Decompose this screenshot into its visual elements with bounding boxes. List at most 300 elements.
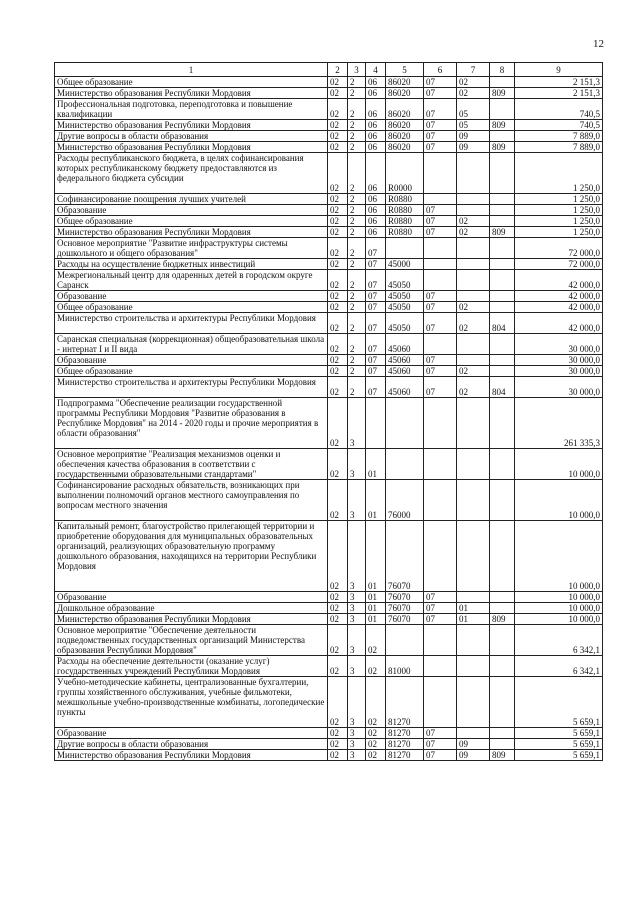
cell-program: 02: [328, 142, 348, 153]
cell-ministry: [490, 398, 515, 449]
cell-subsection: 02: [457, 216, 490, 227]
cell-section: 07: [424, 750, 457, 761]
cell-section: [424, 334, 457, 355]
cell-program: 02: [328, 291, 348, 302]
cell-ministry: [490, 131, 515, 142]
table-row: [55, 120, 603, 131]
cell-subsection: 02: [457, 227, 490, 238]
cell-subprogram: 3: [348, 592, 366, 603]
cell-subsection: [457, 521, 490, 592]
cell-name: Образование: [55, 205, 328, 216]
table-row: [55, 366, 603, 377]
cell-subsection: 09: [457, 750, 490, 761]
cell-name: Саранская специальная (коррекционная) общеобразовательная школа - интернат I и II вида: [55, 334, 328, 355]
cell-section: 07: [424, 99, 457, 120]
cell-amount: 42 000,0: [515, 313, 603, 334]
cell-subprogram: 2: [348, 142, 366, 153]
table-row: [55, 603, 603, 614]
cell-name: Министерство образования Республики Мордовия: [55, 120, 328, 131]
cell-subprogram: 2: [348, 334, 366, 355]
cell-program: 02: [328, 313, 348, 334]
cell-section: 07: [424, 603, 457, 614]
cell-ministry: 804: [490, 377, 515, 398]
cell-ministry: [490, 194, 515, 205]
cell-name: Образование: [55, 728, 328, 739]
cell-name: Расходы республиканского бюджета, в целях софинансирования которых республиканскому бюджету предоставляются из федерального бюджета субсидии: [55, 153, 328, 194]
cell-subsection: [457, 677, 490, 728]
cell-subsection: 02: [457, 88, 490, 99]
cell-section: 07: [424, 355, 457, 366]
table-row: [55, 625, 603, 656]
cell-program: 02: [328, 302, 348, 313]
table-row: [55, 259, 603, 270]
cell-amount: 1 250,0: [515, 194, 603, 205]
cell-direction: R0000: [386, 153, 424, 194]
table-row: [55, 377, 603, 398]
cell-ministry: 804: [490, 313, 515, 334]
cell-section: 07: [424, 592, 457, 603]
table-row: [55, 355, 603, 366]
cell-direction: 45050: [386, 291, 424, 302]
header-cell-amount: 9: [515, 63, 603, 77]
cell-direction: R0880: [386, 216, 424, 227]
cell-name: Софинансирование поощрения лучших учителей: [55, 194, 328, 205]
cell-name: Основное мероприятие "Обеспечение деятельности подведомственных государственных организаций Министерства образования Республики Мордовия": [55, 625, 328, 656]
cell-name: Министерство строительства и архитектуры Республики Мордовия: [55, 377, 328, 398]
cell-program: 02: [328, 728, 348, 739]
cell-event: 06: [366, 77, 386, 88]
cell-section: [424, 153, 457, 194]
cell-subsection: 02: [457, 302, 490, 313]
header-cell-direction: 5: [386, 63, 424, 77]
table-row: [55, 728, 603, 739]
cell-amount: 10 000,0: [515, 449, 603, 480]
table-row: [55, 205, 603, 216]
cell-ministry: [490, 480, 515, 521]
page-number: 12: [593, 38, 604, 50]
cell-subprogram: 3: [348, 677, 366, 728]
cell-name: Софинансирование расходных обязательств, возникающих при выполнении полномочий органов местного самоуправления по вопросам местного значения: [55, 480, 328, 521]
table-row: [55, 216, 603, 227]
header-cell-ministry: 8: [490, 63, 515, 77]
cell-ministry: [490, 302, 515, 313]
cell-name: Министерство образования Республики Мордовия: [55, 614, 328, 625]
cell-name: Образование: [55, 592, 328, 603]
cell-section: 07: [424, 366, 457, 377]
header-cell-subsection: 7: [457, 63, 490, 77]
cell-name: Образование: [55, 355, 328, 366]
cell-name: Министерство образования Республики Мордовия: [55, 88, 328, 99]
cell-subprogram: 2: [348, 313, 366, 334]
cell-amount: 30 000,0: [515, 355, 603, 366]
table-row: [55, 313, 603, 334]
cell-name: Общее образование: [55, 302, 328, 313]
cell-subsection: 09: [457, 142, 490, 153]
table-row: [55, 750, 603, 761]
cell-program: 02: [328, 603, 348, 614]
cell-name: Профессиональная подготовка, переподготовка и повышение квалификации: [55, 99, 328, 120]
cell-subprogram: 2: [348, 99, 366, 120]
cell-event: 02: [366, 739, 386, 750]
cell-name: Общее образование: [55, 216, 328, 227]
cell-ministry: [490, 728, 515, 739]
cell-name: Другие вопросы в области образования: [55, 739, 328, 750]
cell-subprogram: 3: [348, 480, 366, 521]
cell-direction: 45060: [386, 377, 424, 398]
cell-event: 01: [366, 603, 386, 614]
cell-name: Подпрограмма "Обеспечение реализации государственной программы Республики Мордовия "Развитие образования в Республике Мордовия" на 2014 - 2020 годы и прочие мероприятия в области образования": [55, 398, 328, 449]
cell-event: 02: [366, 750, 386, 761]
cell-ministry: [490, 656, 515, 677]
table-row: [55, 194, 603, 205]
cell-subsection: [457, 270, 490, 291]
cell-subprogram: 2: [348, 291, 366, 302]
cell-section: [424, 398, 457, 449]
cell-subsection: [457, 153, 490, 194]
cell-program: 02: [328, 377, 348, 398]
cell-subprogram: 2: [348, 238, 366, 259]
cell-direction: 76070: [386, 603, 424, 614]
cell-direction: 86020: [386, 120, 424, 131]
table-row: [55, 227, 603, 238]
cell-ministry: [490, 592, 515, 603]
header-cell-subprogram: 3: [348, 63, 366, 77]
cell-program: 02: [328, 521, 348, 592]
cell-program: 02: [328, 88, 348, 99]
cell-event: 01: [366, 480, 386, 521]
cell-section: [424, 521, 457, 592]
cell-section: 07: [424, 313, 457, 334]
cell-program: 02: [328, 205, 348, 216]
cell-program: 02: [328, 480, 348, 521]
cell-program: 02: [328, 398, 348, 449]
cell-subprogram: 2: [348, 216, 366, 227]
cell-program: 02: [328, 216, 348, 227]
cell-section: 07: [424, 227, 457, 238]
cell-section: 07: [424, 614, 457, 625]
cell-event: 06: [366, 142, 386, 153]
cell-ministry: [490, 355, 515, 366]
table-row: [55, 99, 603, 120]
cell-section: [424, 259, 457, 270]
table-row: [55, 521, 603, 592]
cell-subprogram: 2: [348, 88, 366, 99]
cell-amount: 5 659,1: [515, 739, 603, 750]
cell-amount: 7 889,0: [515, 131, 603, 142]
cell-name: Министерство образования Республики Мордовия: [55, 142, 328, 153]
cell-subprogram: 2: [348, 153, 366, 194]
cell-ministry: 809: [490, 142, 515, 153]
cell-ministry: 809: [490, 614, 515, 625]
cell-direction: 45060: [386, 334, 424, 355]
cell-subsection: 02: [457, 377, 490, 398]
cell-program: 02: [328, 677, 348, 728]
cell-ministry: [490, 449, 515, 480]
cell-event: 06: [366, 99, 386, 120]
cell-direction: 76070: [386, 521, 424, 592]
cell-name: Расходы на обеспечение деятельности (оказание услуг) государственных учреждений Республики Мордовия: [55, 656, 328, 677]
cell-amount: 30 000,0: [515, 366, 603, 377]
cell-subsection: [457, 334, 490, 355]
cell-ministry: 809: [490, 750, 515, 761]
cell-ministry: [490, 238, 515, 259]
cell-name: Министерство образования Республики Мордовия: [55, 227, 328, 238]
cell-name: Межрегиональный центр для одаренных детей в городском округе Саранск: [55, 270, 328, 291]
cell-subprogram: 2: [348, 205, 366, 216]
cell-subsection: [457, 355, 490, 366]
cell-section: [424, 625, 457, 656]
header-row: [55, 63, 603, 77]
cell-direction: R0880: [386, 205, 424, 216]
cell-direction: R0880: [386, 227, 424, 238]
cell-direction: 81270: [386, 677, 424, 728]
cell-program: 02: [328, 656, 348, 677]
cell-event: 07: [366, 355, 386, 366]
cell-name: Учебно-методические кабинеты, централизованные бухгалтерии, группы хозяйственного обслуживания, учебные фильмотеки, межшкольные учебно-производственные комбинаты, логопедические пункты: [55, 677, 328, 728]
cell-amount: 30 000,0: [515, 377, 603, 398]
cell-amount: 10 000,0: [515, 480, 603, 521]
cell-subprogram: 2: [348, 377, 366, 398]
cell-section: 07: [424, 131, 457, 142]
cell-amount: 740,5: [515, 99, 603, 120]
cell-subprogram: 3: [348, 625, 366, 656]
cell-event: 07: [366, 377, 386, 398]
cell-amount: 42 000,0: [515, 302, 603, 313]
cell-program: 02: [328, 194, 348, 205]
cell-ministry: [490, 739, 515, 750]
cell-section: [424, 194, 457, 205]
cell-name: Общее образование: [55, 366, 328, 377]
cell-ministry: 809: [490, 88, 515, 99]
cell-program: 02: [328, 120, 348, 131]
cell-subprogram: 3: [348, 614, 366, 625]
cell-amount: 5 659,1: [515, 750, 603, 761]
cell-subsection: [457, 398, 490, 449]
cell-subsection: [457, 480, 490, 521]
cell-section: 07: [424, 205, 457, 216]
cell-ministry: [490, 270, 515, 291]
cell-event: 07: [366, 259, 386, 270]
table-row: [55, 449, 603, 480]
cell-direction: 81270: [386, 739, 424, 750]
cell-section: [424, 449, 457, 480]
cell-event: 07: [366, 291, 386, 302]
cell-subsection: [457, 592, 490, 603]
table-row: [55, 480, 603, 521]
cell-subsection: 09: [457, 131, 490, 142]
cell-event: 06: [366, 88, 386, 99]
cell-program: 02: [328, 77, 348, 88]
cell-event: 06: [366, 194, 386, 205]
cell-section: 07: [424, 216, 457, 227]
cell-subsection: [457, 656, 490, 677]
cell-section: 07: [424, 302, 457, 313]
cell-ministry: [490, 77, 515, 88]
cell-ministry: [490, 291, 515, 302]
cell-direction: 45060: [386, 355, 424, 366]
cell-name: Основное мероприятие "Реализация механизмов оценки и обеспечения качества образования в соответствии с государственными образовательными стандартами": [55, 449, 328, 480]
cell-amount: 1 250,0: [515, 227, 603, 238]
cell-subprogram: 2: [348, 227, 366, 238]
cell-event: 01: [366, 521, 386, 592]
cell-subsection: 01: [457, 603, 490, 614]
cell-event: [366, 398, 386, 449]
cell-subprogram: 3: [348, 656, 366, 677]
cell-amount: 1 250,0: [515, 216, 603, 227]
cell-event: 07: [366, 238, 386, 259]
cell-event: 07: [366, 313, 386, 334]
cell-subsection: 01: [457, 614, 490, 625]
cell-direction: 81270: [386, 750, 424, 761]
cell-program: 02: [328, 592, 348, 603]
budget-table: [54, 62, 603, 761]
cell-subprogram: 3: [348, 728, 366, 739]
cell-subsection: [457, 205, 490, 216]
cell-subsection: [457, 625, 490, 656]
cell-event: 02: [366, 728, 386, 739]
cell-program: 02: [328, 614, 348, 625]
cell-section: 07: [424, 739, 457, 750]
cell-ministry: [490, 334, 515, 355]
cell-program: 02: [328, 270, 348, 291]
cell-subprogram: 2: [348, 194, 366, 205]
table-row: [55, 739, 603, 750]
cell-subsection: [457, 238, 490, 259]
cell-name: Другие вопросы в области образования: [55, 131, 328, 142]
cell-event: 01: [366, 592, 386, 603]
cell-event: 02: [366, 656, 386, 677]
cell-ministry: [490, 259, 515, 270]
cell-section: 07: [424, 120, 457, 131]
cell-direction: 86020: [386, 77, 424, 88]
cell-amount: 6 342,1: [515, 656, 603, 677]
cell-subsection: [457, 194, 490, 205]
cell-direction: 76000: [386, 480, 424, 521]
table-row: [55, 291, 603, 302]
cell-subprogram: 2: [348, 259, 366, 270]
header-cell-name: 1: [55, 63, 328, 77]
cell-direction: [386, 238, 424, 259]
cell-amount: 1 250,0: [515, 153, 603, 194]
cell-direction: 45050: [386, 313, 424, 334]
cell-direction: 76070: [386, 614, 424, 625]
cell-amount: 42 000,0: [515, 291, 603, 302]
cell-section: [424, 238, 457, 259]
cell-subprogram: 3: [348, 449, 366, 480]
cell-amount: 5 659,1: [515, 677, 603, 728]
cell-program: 02: [328, 739, 348, 750]
cell-event: 02: [366, 677, 386, 728]
table-row: [55, 131, 603, 142]
cell-direction: 45000: [386, 259, 424, 270]
cell-direction: 76070: [386, 592, 424, 603]
cell-section: 07: [424, 88, 457, 99]
cell-amount: 10 000,0: [515, 521, 603, 592]
cell-name: Капитальный ремонт, благоустройство прилегающей территории и приобретение оборудования для муниципальных образовательных организаций, реализующих образовательную программу дошкольного образования, находящихся на территории Республики Мордовия: [55, 521, 328, 592]
cell-subsection: 09: [457, 739, 490, 750]
header-cell-program: 2: [328, 63, 348, 77]
cell-program: 02: [328, 238, 348, 259]
cell-amount: 72 000,0: [515, 238, 603, 259]
cell-direction: 81000: [386, 656, 424, 677]
cell-subprogram: 3: [348, 750, 366, 761]
cell-amount: 5 659,1: [515, 728, 603, 739]
cell-event: 02: [366, 625, 386, 656]
cell-name: Общее образование: [55, 77, 328, 88]
table-row: [55, 142, 603, 153]
cell-amount: 10 000,0: [515, 614, 603, 625]
cell-direction: [386, 449, 424, 480]
table-row: [55, 88, 603, 99]
cell-section: 07: [424, 728, 457, 739]
cell-program: 02: [328, 355, 348, 366]
cell-section: [424, 270, 457, 291]
cell-direction: 45060: [386, 366, 424, 377]
table-row: [55, 398, 603, 449]
cell-subprogram: 2: [348, 270, 366, 291]
cell-name: Министерство строительства и архитектуры Республики Мордовия: [55, 313, 328, 334]
cell-program: 02: [328, 366, 348, 377]
table-row: [55, 334, 603, 355]
cell-direction: 86020: [386, 142, 424, 153]
cell-subsection: 02: [457, 313, 490, 334]
cell-amount: 2 151,3: [515, 77, 603, 88]
cell-subprogram: 2: [348, 302, 366, 313]
cell-section: [424, 677, 457, 728]
cell-amount: 72 000,0: [515, 259, 603, 270]
table-row: [55, 677, 603, 728]
cell-program: 02: [328, 99, 348, 120]
cell-section: [424, 656, 457, 677]
cell-subprogram: 3: [348, 521, 366, 592]
table-row: [55, 77, 603, 88]
cell-event: 07: [366, 302, 386, 313]
cell-name: Расходы на осуществление бюджетных инвестиций: [55, 259, 328, 270]
cell-program: 02: [328, 131, 348, 142]
cell-amount: 10 000,0: [515, 603, 603, 614]
cell-ministry: [490, 99, 515, 120]
cell-event: 06: [366, 205, 386, 216]
table-row: [55, 238, 603, 259]
cell-subprogram: 3: [348, 739, 366, 750]
cell-event: 06: [366, 216, 386, 227]
cell-section: 07: [424, 142, 457, 153]
cell-direction: 81270: [386, 728, 424, 739]
header-cell-event: 4: [366, 63, 386, 77]
cell-program: 02: [328, 449, 348, 480]
cell-event: 06: [366, 227, 386, 238]
cell-program: 02: [328, 227, 348, 238]
cell-subsection: 05: [457, 120, 490, 131]
cell-section: 07: [424, 77, 457, 88]
cell-name: Дошкольное образование: [55, 603, 328, 614]
cell-section: 07: [424, 291, 457, 302]
cell-subsection: 02: [457, 366, 490, 377]
cell-event: 01: [366, 614, 386, 625]
cell-subprogram: 2: [348, 120, 366, 131]
cell-event: 06: [366, 153, 386, 194]
cell-subprogram: 2: [348, 366, 366, 377]
cell-section: 07: [424, 377, 457, 398]
cell-event: 06: [366, 120, 386, 131]
cell-direction: [386, 625, 424, 656]
cell-amount: 261 335,3: [515, 398, 603, 449]
cell-subsection: [457, 291, 490, 302]
cell-ministry: [490, 521, 515, 592]
cell-amount: 10 000,0: [515, 592, 603, 603]
cell-direction: 45050: [386, 302, 424, 313]
cell-program: 02: [328, 334, 348, 355]
